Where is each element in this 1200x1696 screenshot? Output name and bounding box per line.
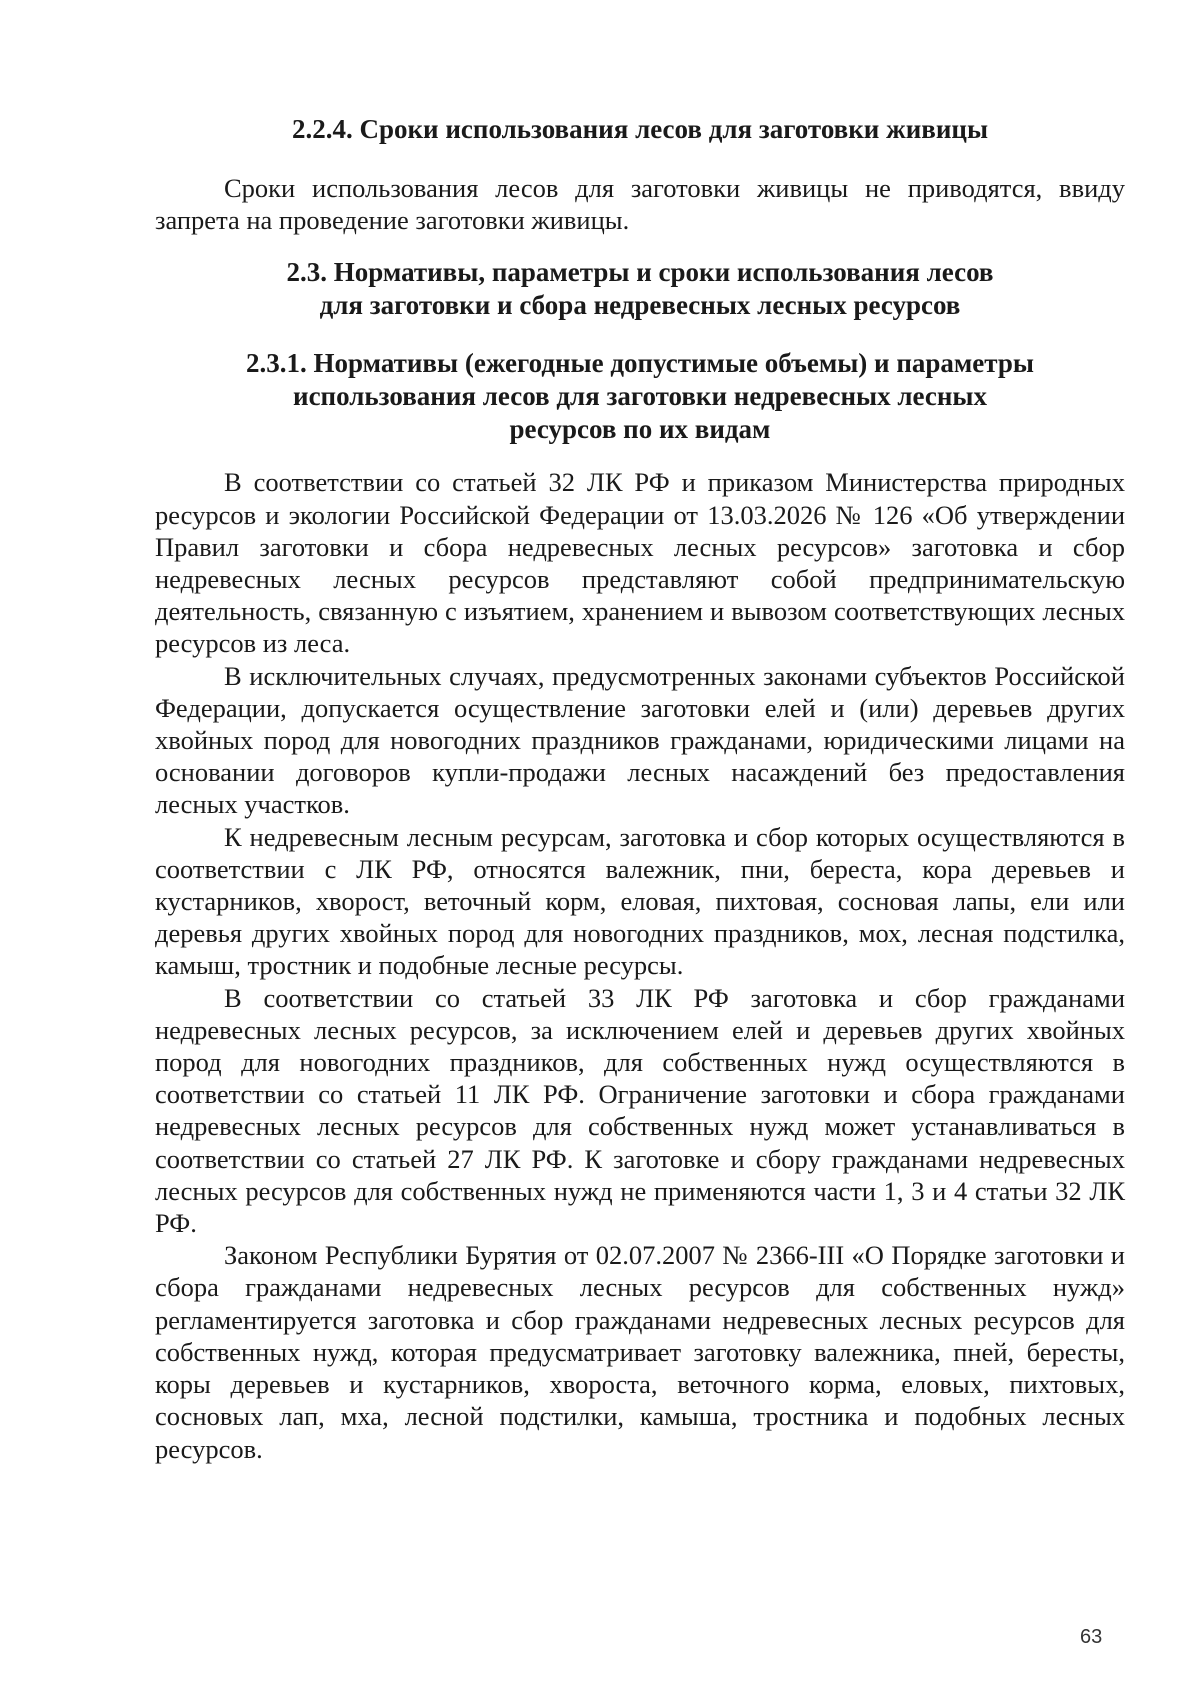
document-body bbox=[155, 112, 1125, 1465]
section-heading-2-2-4 bbox=[155, 112, 1125, 146]
section-heading-line: 2.3.1. Нормативы (ежегодные допустимые объемы) и параметры bbox=[246, 348, 1034, 379]
paragraph: В исключительных случаях, предусмотренных законами субъектов Российской Федерации, допускается осуществление заготовки елей и (или) деревьев других хвойных пород для новогодних праздников гражданами, юридическими лицами на основании договоров купли-продажи лесных насаждений без предоставления лесных участков. bbox=[155, 660, 1125, 820]
page-number: 63 bbox=[1080, 1626, 1103, 1648]
section-heading-line: для заготовки и сбора недревесных лесных ресурсов bbox=[319, 290, 961, 321]
section-heading-line: ресурсов по их видам bbox=[509, 414, 771, 445]
section-heading-text: 2.2.4. Сроки использования лесов для заготовки живицы bbox=[291, 114, 989, 144]
paragraph: К недревесным лесным ресурсам, заготовка и сбор которых осуществляются в соответствии с ЛК РФ, относятся валежник, пни, береста, кора деревьев и кустарников, хворост, веточный корм, еловая, пихтовая, сосновая лапы, ели или деревья других хвойных пород для новогодних праздников, мох, лесная подстилка, камыш, тростник и подобные лесные ресурсы. bbox=[155, 821, 1125, 981]
paragraph: В соответствии со статьей 33 ЛК РФ заготовка и сбор гражданами недревесных лесных ресурсов, за исключением елей и деревьев других хвойных пород для новогодних праздников, для собственных нужд осуществляются в соответствии со статьей 11 ЛК РФ. Ограничение заготовки и сбора гражданами недревесных лесных ресурсов для собственных нужд может устанавливаться в соответствии со статьей 27 ЛК РФ. К заготовке и сбору гражданами недревесных лесных ресурсов для собственных нужд не применяются части 1, 3 и 4 статьи 32 ЛК РФ. bbox=[155, 982, 1125, 1239]
section-heading-line: 2.3. Нормативы, параметры и сроки использования лесов bbox=[286, 257, 994, 288]
paragraph: Законом Республики Бурятия от 02.07.2007 № 2366-III «О Порядке заготовки и сбора гражданами недревесных лесных ресурсов для собственных нужд» регламентируется заготовка и сбор гражданами недревесных лесных ресурсов для собственных нужд, которая предусматривает заготовку валежника, пней, бересты, коры деревьев и кустарников, хвороста, веточного корма, еловых, пихтовых, сосновых лап, мха, лесной подстилки, камыша, тростника и подобных лесных ресурсов. bbox=[155, 1240, 1125, 1464]
section-heading-2-3-1 bbox=[155, 347, 1125, 446]
paragraph: Сроки использования лесов для заготовки живицы не приводятся, ввиду запрета на проведение заготовки живицы. bbox=[155, 173, 1125, 236]
section-heading-line: использования лесов для заготовки недревесных лесных bbox=[293, 381, 987, 412]
section-heading-2-3 bbox=[155, 256, 1125, 322]
paragraph: В соответствии со статьей 32 ЛК РФ и приказом Министерства природных ресурсов и экологии Российской Федерации от 13.03.2026 № 126 «Об утверждении Правил заготовки и сбора недревесных лесных ресурсов» заготовка и сбор недревесных лесных ресурсов представляют собой предпринимательскую деятельность, связанную с изъятием, хранением и вывозом соответствующих лесных ресурсов из леса. bbox=[155, 467, 1125, 659]
